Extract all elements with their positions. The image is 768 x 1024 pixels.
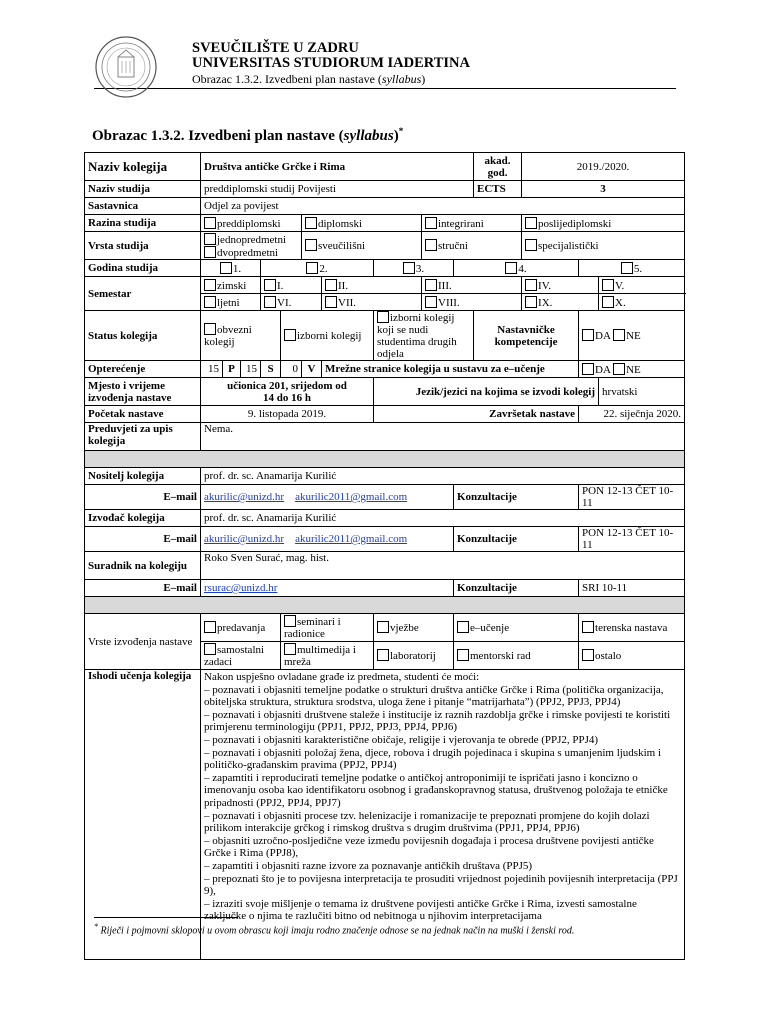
type-option[interactable]: jednopredmetni dvopredmetni [201, 232, 302, 260]
consult-value: SRI 10-11 [579, 580, 685, 597]
semester-option[interactable]: X. [599, 294, 685, 311]
checkbox[interactable] [457, 649, 469, 661]
status-label: Status kolegija [85, 311, 201, 361]
place-value: učionica 201, srijedom od 14 do 16 h [201, 378, 374, 406]
checkbox[interactable] [403, 262, 415, 274]
holder-emails [201, 485, 454, 510]
seminar-code: S [261, 361, 281, 378]
status-option[interactable]: izborni kolegij [281, 311, 374, 361]
type-option[interactable]: sveučilišni [302, 232, 422, 260]
outcomes-label: Ishodi učenja kolegija [85, 670, 201, 960]
checkbox[interactable] [204, 621, 216, 633]
status-option[interactable]: izborni kolegij koji se nudi studentima drugih odjela [374, 311, 474, 361]
checkbox[interactable] [613, 363, 625, 375]
unit-label: Sastavnica [85, 198, 201, 215]
footnote-divider [94, 917, 238, 918]
type-label: Vrsta studija [85, 232, 201, 260]
checkbox[interactable] [305, 217, 317, 229]
checkbox[interactable] [425, 239, 437, 251]
email-link[interactable]: akurilic@unizd.hr [204, 533, 285, 545]
ects-label: ECTS [474, 181, 522, 198]
consult-value: PON 12-13 ČET 10-11 [579, 485, 685, 510]
study-label: Naziv studija [85, 181, 201, 198]
year-of-study-label: Godina studija [85, 260, 201, 277]
checkbox[interactable] [377, 311, 389, 323]
lecture-code: P [223, 361, 241, 378]
form-option[interactable]: terenska nastava [579, 614, 685, 642]
checkbox[interactable] [525, 239, 537, 251]
holder-name: prof. dr. sc. Anamarija Kurilić [201, 468, 685, 485]
consult-label: Konzultacije [454, 527, 579, 552]
form-option[interactable]: vježbe [374, 614, 454, 642]
assistant-email [201, 580, 454, 597]
course-name: Društva antičke Grčke i Rima [201, 153, 474, 181]
checkbox[interactable] [425, 217, 437, 229]
lecturer-emails [201, 527, 454, 552]
level-option[interactable]: poslijediplomski [522, 215, 685, 232]
semester-option[interactable]: VIII. [422, 294, 522, 311]
prereq-label: Preduvjeti za upis kolegija [85, 423, 201, 451]
form-option[interactable]: samostalni zadaci [201, 642, 281, 670]
lecturer-name: prof. dr. sc. Anamarija Kurilić [201, 510, 685, 527]
semester-option[interactable]: IX. [522, 294, 599, 311]
assistant-label: Suradnik na kolegiju [85, 552, 201, 580]
email-link[interactable]: akurilic2011@gmail.com [295, 491, 408, 503]
checkbox[interactable] [457, 621, 469, 633]
semester-option[interactable]: VII. [322, 294, 422, 311]
study-name: preddiplomski studij Povijesti [201, 181, 474, 198]
form-option[interactable]: seminari i radionice [281, 614, 374, 642]
form-option[interactable]: laboratorij [374, 642, 454, 670]
outcome-item: – prepoznati što je to povijesna interpretacija te prosuditi vrijednost pojedinih povijesnih interpretacija (PPJ 9), [204, 872, 678, 898]
place-label: Mjesto i vrijeme izvođenja nastave [85, 378, 201, 406]
separator-row [85, 451, 685, 468]
year-option[interactable]: 5. [579, 260, 685, 277]
semester-option[interactable]: III. [422, 277, 522, 294]
end-label: Završetak nastave [374, 406, 579, 423]
email-link[interactable]: rsurac@unizd.hr [204, 582, 278, 594]
year-option[interactable]: 3. [374, 260, 454, 277]
checkbox[interactable] [602, 279, 614, 291]
checkbox[interactable] [204, 323, 216, 335]
academic-year-label: akad. god. [474, 153, 522, 181]
checkbox[interactable] [621, 262, 633, 274]
exercise-code: V [302, 361, 322, 378]
checkbox[interactable] [264, 279, 276, 291]
language-value: hrvatski [599, 378, 685, 406]
type-option[interactable]: stručni [422, 232, 522, 260]
checkbox[interactable] [284, 643, 296, 655]
checkbox[interactable] [377, 649, 389, 661]
lecturer-label: Izvođač kolegija [85, 510, 201, 527]
checkbox[interactable] [204, 279, 216, 291]
checkbox[interactable] [220, 262, 232, 274]
separator-row [85, 597, 685, 614]
checkbox[interactable] [377, 621, 389, 633]
checkbox[interactable] [204, 296, 216, 308]
status-option[interactable]: obvezni kolegij [201, 311, 281, 361]
academic-year: 2019./2020. [522, 153, 685, 181]
year-option[interactable]: 4. [454, 260, 579, 277]
semester-option[interactable]: II. [322, 277, 422, 294]
email-link[interactable]: akurilic2011@gmail.com [295, 533, 408, 545]
outcome-item: – poznavati i objasniti društvene staleže i institucije iz raznih razdoblja grčke i rimske povijesti te koristiti primjerenu terminologiju (PPJ1, PPJ2, PPJ3, PPJ4, PPJ6) [204, 708, 671, 734]
outcome-item: – poznavati i objasniti procese tzv. helenizacije i romanizacije te prepoznati promjene do kojih dolazi prilikom interakcije grčkog i rimskog društva s drugim društvima (PPJ1, PPJ4, PPJ6) [204, 809, 650, 835]
outcome-item: – zapamtiti i reproducirati temeljne podatke o antičkoj antroponimiji te ispričati jasno i koncizno o imenovanju osoba kao identifikatoru osobnog i građanskopravnog statusa, društvenog položaja te etničke pripadnosti (PPJ2, PPJ4, PPJ7) [204, 771, 668, 809]
level-label: Razina studija [85, 215, 201, 232]
checkbox[interactable] [582, 329, 594, 341]
prereq-value: Nema. [201, 423, 685, 451]
consult-label: Konzultacije [454, 580, 579, 597]
language-label: Jezik/jezici na kojima se izvodi kolegij [374, 378, 599, 406]
university-name: SVEUČILIŠTE U ZADRU [192, 40, 359, 56]
semester-option[interactable]: V. [599, 277, 685, 294]
outcome-item: – objasniti uzročno-posljedične veze između povijesnih događaja i procesa društvene povijesti antičke Grčke i Rima (PPJ8), [204, 834, 654, 860]
outcomes-intro: Nakon uspješno ovladane građe iz predmeta, studenti će moći: [204, 671, 480, 683]
checkbox[interactable] [204, 233, 216, 245]
competence-options[interactable]: DA NE [579, 311, 685, 361]
syllabus-table [84, 152, 685, 960]
type-option[interactable]: specijalistički [522, 232, 685, 260]
web-options[interactable]: DA NE [579, 361, 685, 378]
university-name-latin: UNIVERSITAS STUDIORUM IADERTINA [192, 55, 470, 71]
semester-option[interactable]: VI. [261, 294, 322, 311]
document-header [94, 35, 676, 89]
email-link[interactable]: akurilic@unizd.hr [204, 491, 285, 503]
checkbox[interactable] [602, 296, 614, 308]
form-option[interactable]: mentorski rad [454, 642, 579, 670]
checkbox[interactable] [525, 296, 537, 308]
load-label: Opterećenje [85, 361, 201, 378]
checkbox[interactable] [284, 329, 296, 341]
checkbox[interactable] [505, 262, 517, 274]
form-option[interactable]: e–učenje [454, 614, 579, 642]
seminar-hours: 15 [241, 361, 261, 378]
checkbox[interactable] [425, 279, 437, 291]
unit-value: Odjel za povijest [201, 198, 685, 215]
semester-option[interactable]: IV. [522, 277, 599, 294]
checkbox[interactable] [305, 239, 317, 251]
checkbox[interactable] [582, 621, 594, 633]
semester-label: Semestar [85, 277, 201, 311]
competence-label: Nastavničke kompetencije [474, 311, 579, 361]
year-option[interactable]: 2. [261, 260, 374, 277]
outcome-item: – izraziti svoje mišljenje o temama iz društvene povijesti antičke Grčke i Rima, izvesti samostalne zaključke o njima te razlučiti bitno od nebitnoga u njihovim interpretacijama [204, 897, 637, 923]
checkbox[interactable] [613, 329, 625, 341]
level-option[interactable]: diplomski [302, 215, 422, 232]
start-value: 9. listopada 2019. [201, 406, 374, 423]
checkbox[interactable] [306, 262, 318, 274]
form-option[interactable]: predavanja [201, 614, 281, 642]
level-option[interactable]: integrirani [422, 215, 522, 232]
outcome-item: – zapamtiti i objasniti razne izvore za poznavanje antičkih društava (PPJ5) [204, 859, 533, 872]
checkbox[interactable] [582, 363, 594, 375]
checkbox[interactable] [204, 643, 216, 655]
semester-option[interactable]: zimski [201, 277, 261, 294]
assistant-name: Roko Sven Surać, mag. hist. [201, 552, 685, 580]
semester-option[interactable]: I. [261, 277, 322, 294]
outcome-item: – poznavati i objasniti karakteristične običaje, religije i vjerovanja te obrede (PPJ2, PPJ4) [204, 733, 599, 746]
lecture-hours: 15 [201, 361, 223, 378]
checkbox[interactable] [264, 296, 276, 308]
checkbox[interactable] [204, 246, 216, 258]
level-option[interactable]: preddiplomski [201, 215, 302, 232]
checkbox[interactable] [325, 296, 337, 308]
checkbox[interactable] [425, 296, 437, 308]
form-option[interactable]: ostalo [579, 642, 685, 670]
form-subtitle: Obrazac 1.3.2. Izvedbeni plan nastave (syllabus) [192, 72, 426, 86]
form-option[interactable]: multimedija i mreža [281, 642, 374, 670]
email-label: E–mail [85, 485, 201, 510]
outcome-item: – poznavati i objasniti temeljne podatke o strukturi društva antičke Grčke i Rima (politička organizacija, obiteljska struktura, struktura srodstva, uloga žene i pitanje “matrijarhata”) (PPJ2, PPJ3, PPJ4) [204, 683, 664, 709]
exercise-hours: 0 [281, 361, 302, 378]
end-value: 22. siječnja 2020. [579, 406, 685, 423]
page-title: Obrazac 1.3.2. Izvedbeni plan nastave (syllabus)* [92, 126, 404, 144]
consult-label: Konzultacije [454, 485, 579, 510]
semester-option[interactable]: ljetni [201, 294, 261, 311]
holder-label: Nositelj kolegija [85, 468, 201, 485]
university-seal-logo [94, 35, 158, 99]
year-option[interactable]: 1. [201, 260, 261, 277]
consult-value: PON 12-13 ČET 10-11 [579, 527, 685, 552]
ects-value: 3 [522, 181, 685, 198]
checkbox[interactable] [325, 279, 337, 291]
start-label: Početak nastave [85, 406, 201, 423]
forms-label: Vrste izvođenja nastave [85, 614, 201, 670]
email-label: E–mail [85, 527, 201, 552]
checkbox[interactable] [582, 649, 594, 661]
outcomes-list [201, 670, 685, 960]
checkbox[interactable] [525, 279, 537, 291]
email-label: E–mail [85, 580, 201, 597]
footnote: * Riječi i pojmovni sklopovi u ovom obrascu koji imaju rodno značenje odnose se na jednak način na muški i ženski rod. [94, 922, 575, 937]
checkbox[interactable] [284, 615, 296, 627]
course-name-label: Naziv kolegija [85, 153, 201, 181]
web-label: Mrežne stranice kolegija u sustavu za e–učenje [322, 361, 579, 378]
checkbox[interactable] [204, 217, 216, 229]
outcome-item: – poznavati i objasniti položaj žena, djece, robova i drugih pojedinaca i skupina s umanjenim ljudskim i političko-građanskim pravima (PPJ2, PPJ4) [204, 746, 661, 772]
checkbox[interactable] [525, 217, 537, 229]
